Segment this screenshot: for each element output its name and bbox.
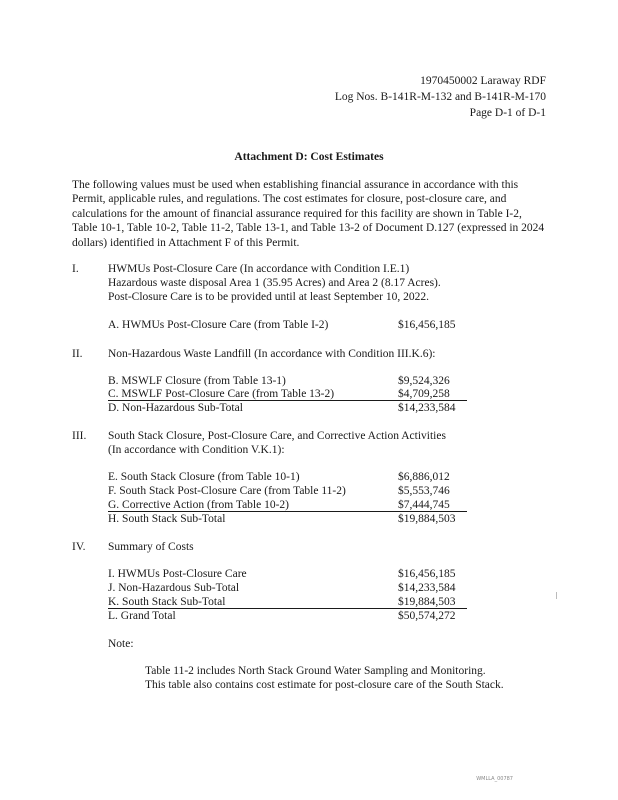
cost-item-label: L. Grand Total	[108, 610, 176, 622]
section-heading-line: HWMUs Post-Closure Care (In accordance with Condition I.E.1)	[108, 263, 410, 275]
cost-item-label: D. Non-Hazardous Sub-Total	[108, 402, 243, 414]
note-line: Table 11-2 includes North Stack Ground Water Sampling and Monitoring.	[145, 665, 486, 677]
cost-item-value: $19,884,503	[398, 596, 456, 608]
header-log-numbers: Log Nos. B-141R-M-132 and B-141R-M-170	[334, 91, 546, 103]
cost-item-label: J. Non-Hazardous Sub-Total	[108, 582, 240, 594]
cost-item-label: E. South Stack Closure (from Table 10-1)	[108, 471, 300, 483]
cost-item-label: K. South Stack Sub-Total	[108, 596, 226, 608]
note-label: Note:	[108, 638, 134, 650]
scan-speck	[556, 592, 557, 599]
cost-item-label: B. MSWLF Closure (from Table 13-1)	[108, 375, 286, 387]
intro-paragraph: The following values must be used when establishing financial assurance in accordance with this Permit, applicable rules, and regulations. The cost estimates for closure, post-closure care, and calculations for the amount of financial assurance required for this facility are shown in Table I-2, Table 10-1, Table 10-2, Table 11-2, Table 13-1, and Table 13-2 of Document D.127 (expressed in 2024 dollars) identified in Attachment F of this Permit.	[72, 179, 545, 249]
header-page-number: Page D-1 of D-1	[469, 107, 546, 119]
cost-item-label: A. HWMUs Post-Closure Care (from Table I-2)	[108, 319, 329, 331]
cost-item-value: $16,456,185	[398, 319, 456, 331]
section-heading-line: Hazardous waste disposal Area 1 (35.95 Acres) and Area 2 (8.17 Acres).	[108, 277, 441, 289]
section-numeral: I.	[72, 263, 79, 275]
cost-item-value: $5,553,746	[398, 485, 450, 497]
cost-item-value: $50,574,272	[398, 610, 456, 622]
cost-item-value: $7,444,745	[398, 499, 450, 511]
cost-item-value: $9,524,326	[398, 375, 450, 387]
cost-item-value: $14,233,584	[398, 402, 456, 414]
section-numeral: II.	[72, 348, 83, 360]
cost-item-label: F. South Stack Post-Closure Care (from Table 11-2)	[108, 485, 346, 497]
note-line: This table also contains cost estimate for post-closure care of the South Stack.	[145, 679, 504, 691]
cost-item-label: H. South Stack Sub-Total	[108, 513, 226, 525]
section-heading-line: Post-Closure Care is to be provided until at least September 10, 2022.	[108, 291, 429, 303]
section-heading-line: Non-Hazardous Waste Landfill (In accordance with Condition III.K.6):	[108, 348, 436, 360]
cost-item-value: $6,886,012	[398, 471, 450, 483]
cost-item-label: C. MSWLF Post-Closure Care (from Table 13-2)	[108, 388, 335, 400]
header-facility-id: 1970450002 Laraway RDF	[420, 75, 546, 87]
section-heading-line: Summary of Costs	[108, 541, 194, 553]
cost-item-value: $19,884,503	[398, 513, 456, 525]
bates-stamp: WMLLA_00787	[476, 776, 513, 782]
cost-item-value: $4,709,258	[398, 388, 450, 400]
cost-item-value: $14,233,584	[398, 582, 456, 594]
section-heading-line: South Stack Closure, Post-Closure Care, and Corrective Action Activities	[108, 430, 446, 442]
section-heading-line: (In accordance with Condition V.K.1):	[108, 444, 285, 456]
section-numeral: III.	[72, 430, 87, 442]
cost-item-label: I. HWMUs Post-Closure Care	[108, 568, 247, 580]
cost-item-label: G. Corrective Action (from Table 10-2)	[108, 499, 290, 511]
section-numeral: IV.	[72, 541, 86, 553]
cost-item-value: $16,456,185	[398, 568, 456, 580]
page-title: Attachment D: Cost Estimates	[234, 151, 384, 163]
